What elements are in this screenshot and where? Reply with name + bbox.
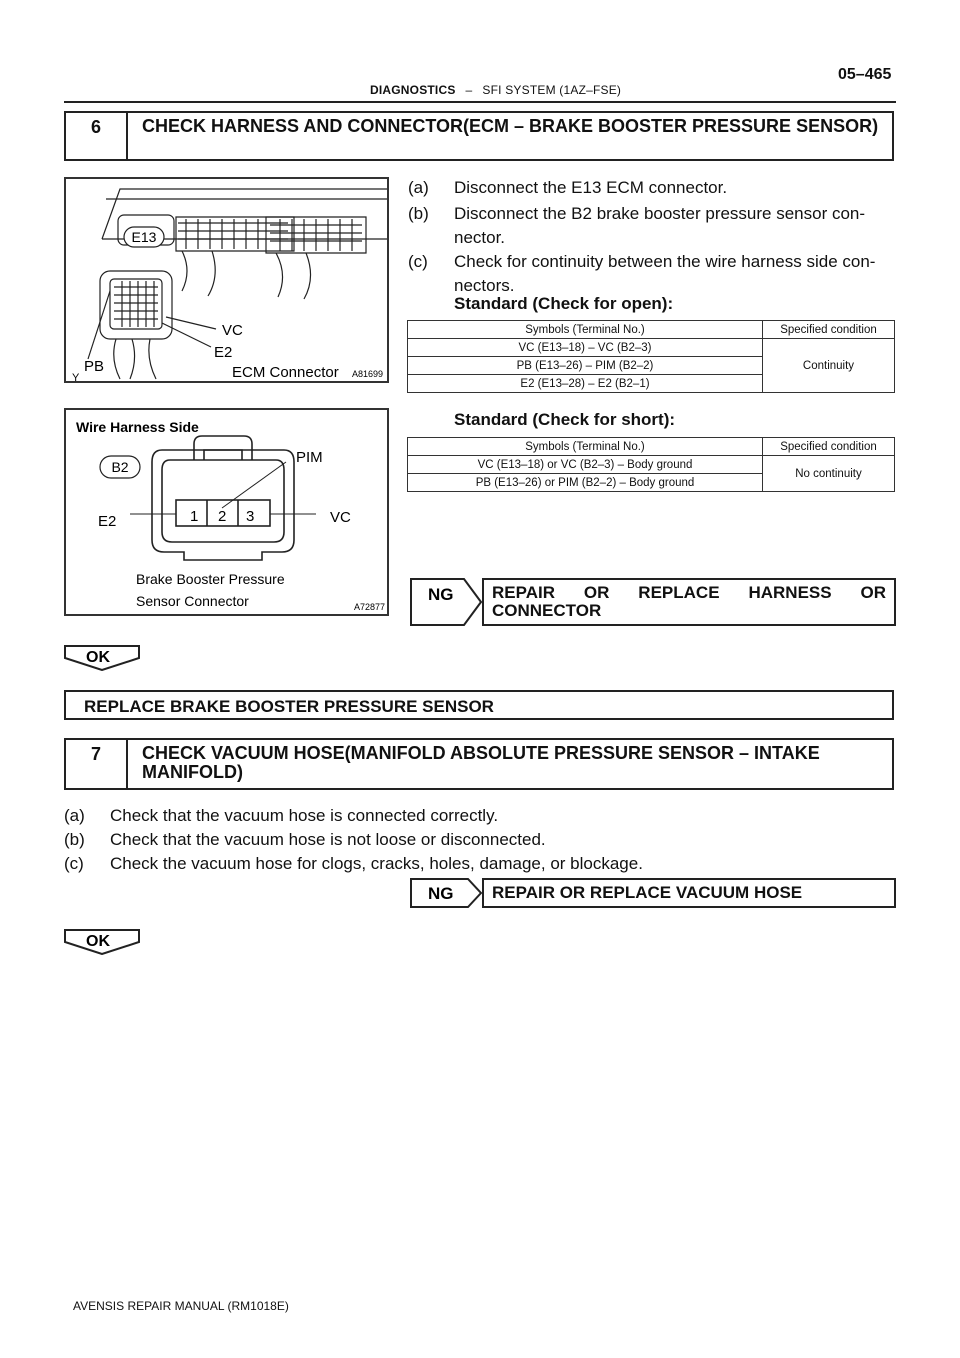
instruction-label: (a) [408,178,429,197]
instruction-b [408,202,898,250]
table-cell: PB (E13–26) or PIM (B2–2) – Body ground [408,474,763,492]
standard-short-heading: Standard (Check for short): [454,410,676,429]
table-header-row [408,438,895,456]
instruction-label: (b) [408,204,429,223]
instruction-text-cont: nector. [454,228,506,247]
ecm-e13-label: E13 [131,229,157,245]
sensor-caption-line1: Brake Booster Pressure [136,571,285,587]
sensor-connector-drawing [66,410,387,614]
instruction-label: (a) [64,806,85,825]
ng-tag-text: NG [428,884,454,903]
step7-instruction-b [64,828,894,852]
page-number: 05–465 [838,66,892,83]
sensor-caption-line2: Sensor Connector [136,593,249,609]
ng-tag-text: NG [428,585,454,604]
instruction-text: Check that the vacuum hose is not loose or disconnected. [110,830,546,849]
ecm-vc-label: VC [222,322,243,339]
column-header: Specified condition [763,438,895,456]
step7-instruction-a [64,804,894,828]
instruction-text: Check for continuity between the wire harness side con- [454,252,876,271]
ok-text: OK [86,933,110,950]
ecm-caption: ECM Connector [232,364,339,381]
instruction-label: (b) [64,830,85,849]
section-name: DIAGNOSTICS [370,83,456,97]
table-cell: VC (E13–18) – VC (B2–3) [408,339,763,357]
sensor-vc-label: VC [330,509,351,526]
step-7-header [64,738,894,790]
pin-3: 3 [246,508,255,525]
pin-1: 1 [190,508,199,525]
ok-arrow-icon [64,645,140,671]
replace-sensor-box: REPLACE BRAKE BOOSTER PRESSURE SENSOR [64,690,894,720]
column-header: Symbols (Terminal No.) [408,438,763,456]
step-number: 7 [66,740,128,788]
step-6-header [64,111,894,161]
ng-result-step6 [410,578,896,626]
instruction-label: (c) [64,854,84,873]
instruction-text-cont: nectors. [454,276,515,295]
step-number: 6 [66,113,128,159]
sensor-e2-label: E2 [98,513,117,530]
ok-arrow-icon [64,929,140,955]
ecm-y-label: Y [72,372,80,381]
manual-footer: AVENSIS REPAIR MANUAL (RM1018E) [73,1299,289,1313]
instruction-c [408,250,898,298]
ng-action-text: REPAIR OR REPLACE HARNESS OR CONNECTOR [482,578,896,626]
table-cell: PB (E13–26) – PIM (B2–2) [408,357,763,375]
open-check-table [407,320,895,393]
sensor-figure-id: A72877 [354,602,386,612]
table-row [408,456,895,474]
table-cell: No continuity [763,456,895,492]
instruction-text: Check the vacuum hose for clogs, cracks, holes, damage, or blockage. [110,854,643,873]
column-header: Symbols (Terminal No.) [408,321,763,339]
pim-label: PIM [296,449,323,466]
b2-label: B2 [111,459,129,475]
wire-harness-side-label: Wire Harness Side [76,419,199,435]
ng-result-step7 [410,878,896,908]
sensor-connector-figure [64,408,389,616]
table-header-row [408,321,895,339]
instruction-text: Disconnect the E13 ECM connector. [454,178,728,197]
short-check-table [407,437,895,492]
table-cell: Continuity [763,339,895,393]
table-cell: E2 (E13–28) – E2 (B2–1) [408,375,763,393]
ecm-connector-drawing [66,179,387,381]
instruction-label: (c) [408,252,428,271]
ecm-pb-label: PB [84,358,105,375]
ng-arrow-icon [410,878,482,908]
ecm-figure-id: A81699 [352,369,384,379]
subsection-name: SFI SYSTEM (1AZ–FSE) [482,83,622,97]
table-row [408,339,895,357]
instruction-a [408,176,898,200]
ecm-connector-figure [64,177,389,383]
step-title: CHECK VACUUM HOSE(MANIFOLD ABSOLUTE PRESSURE SENSOR – INTAKE MANIFOLD) [142,743,820,782]
table-cell: VC (E13–18) or VC (B2–3) – Body ground [408,456,763,474]
header-separator: – [465,83,473,97]
ok-text: OK [86,649,110,666]
pin-2: 2 [218,508,227,525]
running-header [370,83,621,97]
instruction-text: Disconnect the B2 brake booster pressure sensor con- [454,204,866,223]
ecm-e2-label: E2 [214,344,233,361]
ng-arrow-icon [410,578,482,626]
column-header: Specified condition [763,321,895,339]
instruction-text: Check that the vacuum hose is connected correctly. [110,806,499,825]
step-title: CHECK HARNESS AND CONNECTOR(ECM – BRAKE BOOSTER PRESSURE SENSOR) [142,116,879,136]
standard-open-heading: Standard (Check for open): [454,294,674,313]
ng-action-text: REPAIR OR REPLACE VACUUM HOSE [482,878,896,908]
header-rule [64,101,896,103]
step7-instruction-c [64,852,894,876]
